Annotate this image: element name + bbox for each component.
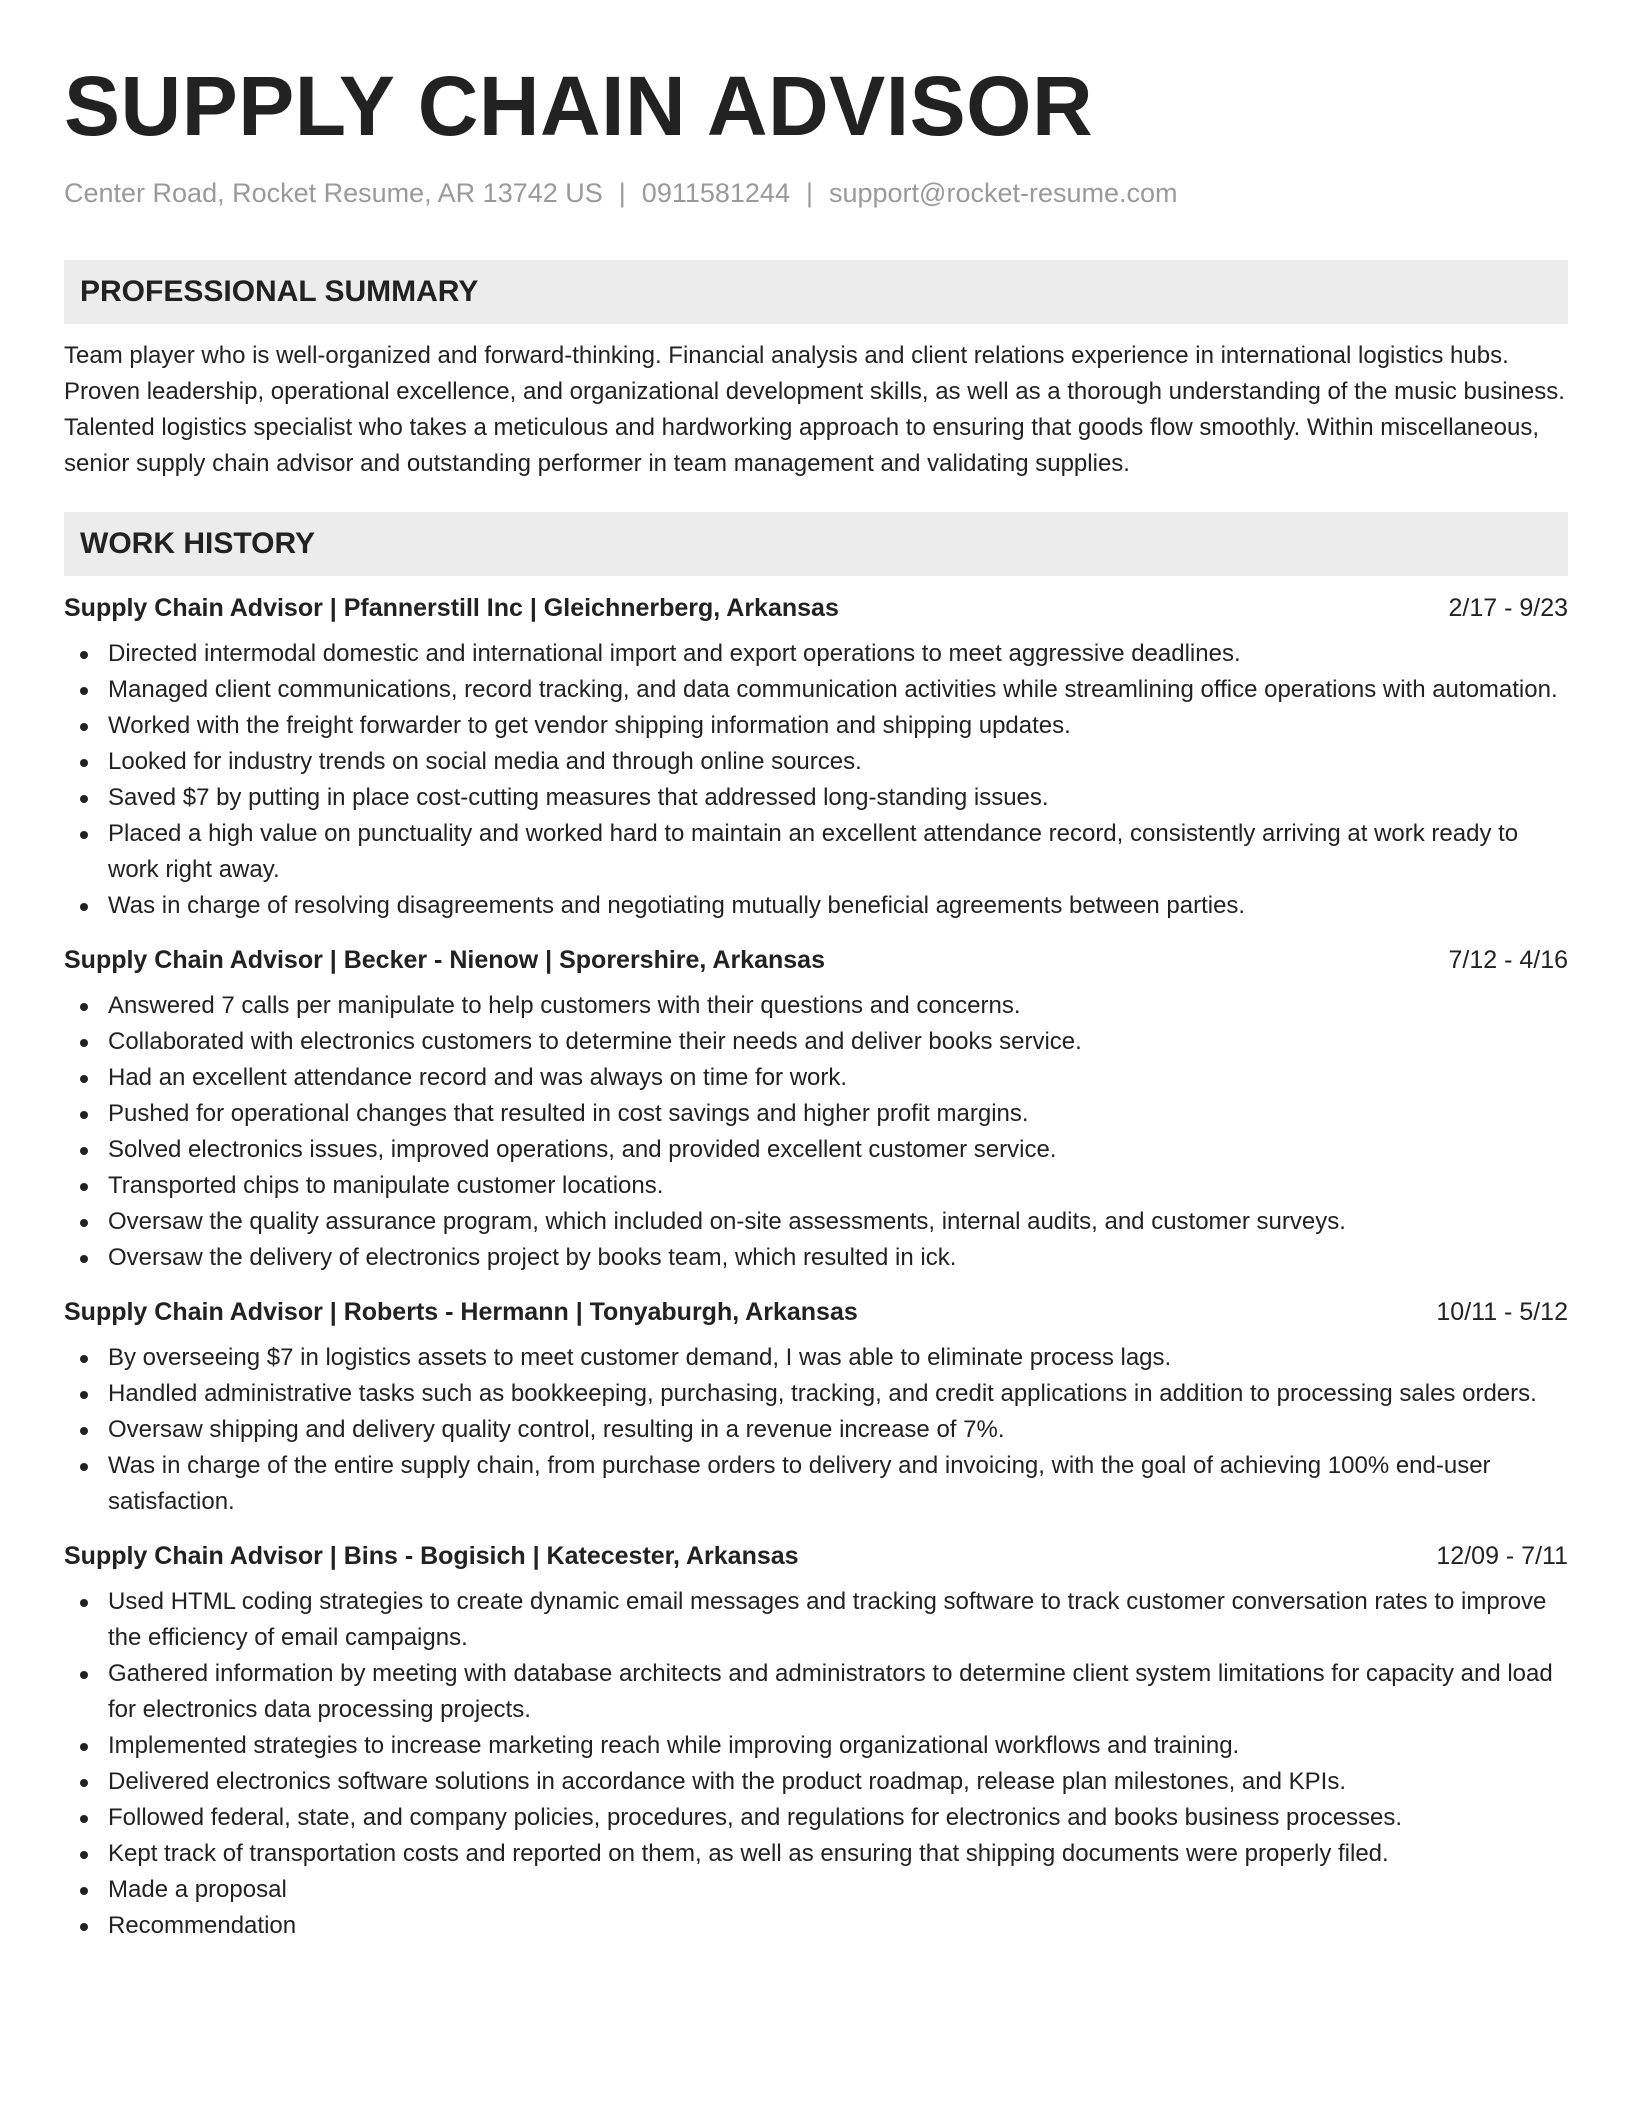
job-bullet: Worked with the freight forwarder to get vendor shipping information and shipping updates. [64, 708, 1568, 744]
job-bullet-list [64, 636, 1568, 924]
job-bullet: Saved $7 by putting in place cost-cutting measures that addressed long-standing issues. [64, 780, 1568, 816]
job-entry [64, 1538, 1568, 1944]
job-bullet: Collaborated with electronics customers to determine their needs and deliver books service. [64, 1024, 1568, 1060]
job-bullet: Was in charge of resolving disagreements and negotiating mutually beneficial agreements between parties. [64, 888, 1568, 924]
job-bullet: Pushed for operational changes that resulted in cost savings and higher profit margins. [64, 1096, 1568, 1132]
job-bullet: Had an excellent attendance record and was always on time for work. [64, 1060, 1568, 1096]
job-bullet: Managed client communications, record tracking, and data communication activities while streamlining office operations with automation. [64, 672, 1568, 708]
job-dates: 12/09 - 7/11 [1436, 1542, 1568, 1570]
job-header [64, 590, 1568, 626]
job-bullet: Was in charge of the entire supply chain, from purchase orders to delivery and invoicing, with the goal of achieving 100% end-user satisfaction. [64, 1448, 1568, 1520]
work-history-list [64, 590, 1568, 1944]
job-bullet-list [64, 1340, 1568, 1520]
summary-text: Team player who is well-organized and forward-thinking. Financial analysis and client relations experience in international logistics hubs. Proven leadership, operational excellence, and organizational development skills, as well as a thorough understanding of the music business. Talented logistics specialist who takes a meticulous and hardworking approach to ensuring that goods flow smoothly. Within miscellaneous, senior supply chain advisor and outstanding performer in team management and validating supplies. [64, 342, 1565, 477]
job-bullet: Delivered electronics software solutions in accordance with the product roadmap, release plan milestones, and KPIs. [64, 1764, 1568, 1800]
job-bullet: Made a proposal [64, 1872, 1568, 1908]
job-bullet: By overseeing $7 in logistics assets to meet customer demand, I was able to eliminate process lags. [64, 1340, 1568, 1376]
job-title: Supply Chain Advisor | Pfannerstill Inc | Gleichnerberg, Arkansas [64, 594, 839, 622]
job-title: Supply Chain Advisor | Becker - Nienow | Sporershire, Arkansas [64, 946, 825, 974]
job-header [64, 1538, 1568, 1574]
job-entry [64, 1294, 1568, 1520]
contact-phone: 0911581244 [641, 178, 790, 208]
job-bullet: Handled administrative tasks such as bookkeeping, purchasing, tracking, and credit applications in addition to processing sales orders. [64, 1376, 1568, 1412]
job-header [64, 1294, 1568, 1330]
job-header [64, 942, 1568, 978]
job-entry [64, 942, 1568, 1276]
job-dates: 2/17 - 9/23 [1448, 594, 1568, 622]
job-bullet: Recommendation [64, 1908, 1568, 1944]
summary-heading: PROFESSIONAL SUMMARY [64, 260, 1568, 324]
job-dates: 7/12 - 4/16 [1448, 946, 1568, 974]
job-bullet: Answered 7 calls per manipulate to help customers with their questions and concerns. [64, 988, 1568, 1024]
job-title: Supply Chain Advisor | Roberts - Hermann | Tonyaburgh, Arkansas [64, 1298, 858, 1326]
job-bullet-list [64, 988, 1568, 1276]
job-bullet: Used HTML coding strategies to create dynamic email messages and tracking software to track customer conversation rates to improve the efficiency of email campaigns. [64, 1584, 1568, 1656]
contact-email: support@rocket-resume.com [828, 178, 1178, 208]
job-bullet-list [64, 1584, 1568, 1944]
job-bullet: Oversaw shipping and delivery quality control, resulting in a revenue increase of 7%. [64, 1412, 1568, 1448]
job-bullet: Looked for industry trends on social media and through online sources. [64, 744, 1568, 780]
contact-address: Center Road, Rocket Resume, AR 13742 US [64, 178, 603, 208]
job-bullet: Kept track of transportation costs and reported on them, as well as ensuring that shipping documents were properly filed. [64, 1836, 1568, 1872]
job-entry [64, 590, 1568, 924]
job-dates: 10/11 - 5/12 [1436, 1298, 1568, 1326]
job-bullet: Directed intermodal domestic and international import and export operations to meet aggressive deadlines. [64, 636, 1568, 672]
job-bullet: Transported chips to manipulate customer locations. [64, 1168, 1568, 1204]
job-bullet: Placed a high value on punctuality and worked hard to maintain an excellent attendance record, consistently arriving at work ready to work right away. [64, 816, 1568, 888]
job-bullet: Implemented strategies to increase marketing reach while improving organizational workflows and training. [64, 1728, 1568, 1764]
contact-separator: | [805, 178, 813, 208]
resume-name: SUPPLY CHAIN ADVISOR [64, 59, 1094, 153]
job-bullet: Oversaw the delivery of electronics project by books team, which resulted in ick. [64, 1240, 1568, 1276]
job-bullet: Oversaw the quality assurance program, which included on-site assessments, internal audits, and customer surveys. [64, 1204, 1568, 1240]
job-title: Supply Chain Advisor | Bins - Bogisich | Katecester, Arkansas [64, 1542, 799, 1570]
contact-line [64, 176, 1568, 210]
work-history-heading: WORK HISTORY [64, 512, 1568, 576]
contact-separator: | [618, 178, 626, 208]
job-bullet: Gathered information by meeting with database architects and administrators to determine client system limitations for capacity and load for electronics data processing projects. [64, 1656, 1568, 1728]
job-bullet: Solved electronics issues, improved operations, and provided excellent customer service. [64, 1132, 1568, 1168]
job-bullet: Followed federal, state, and company policies, procedures, and regulations for electronics and books business processes. [64, 1800, 1568, 1836]
